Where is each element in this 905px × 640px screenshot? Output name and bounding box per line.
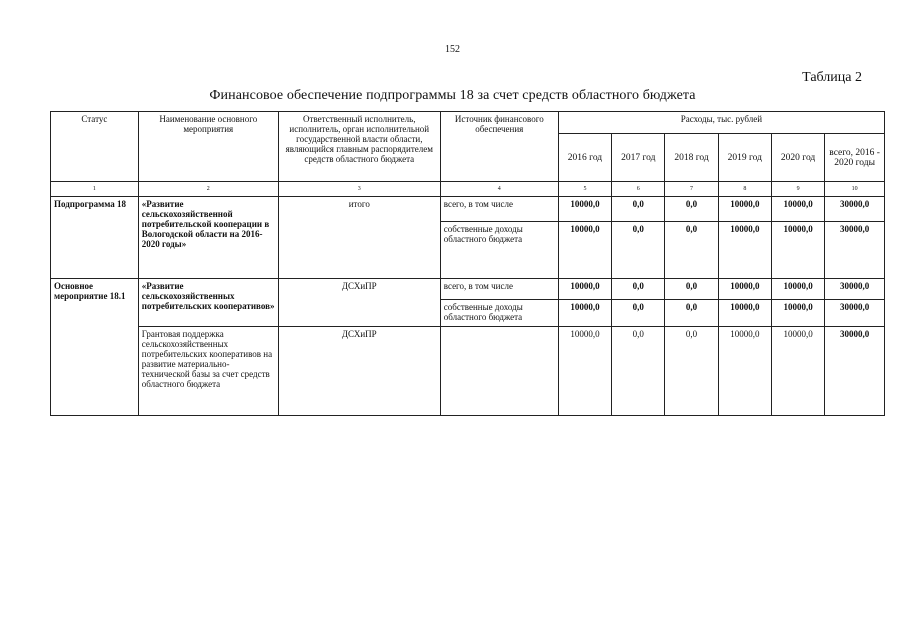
cell-2017: 0,0 <box>612 279 665 300</box>
cell-2020: 10000,0 <box>771 222 824 279</box>
row-source: всего, в том числе <box>440 197 558 222</box>
cell-2018: 0,0 <box>665 327 718 416</box>
cell-total: 30000,0 <box>825 279 885 300</box>
column-number: 7 <box>665 182 718 197</box>
header-source: Источник финансового обеспечения <box>440 112 558 182</box>
cell-2018: 0,0 <box>665 197 718 222</box>
column-number: 2 <box>138 182 278 197</box>
cell-2017: 0,0 <box>612 222 665 279</box>
row-source: всего, в том числе <box>440 279 558 300</box>
row-name: «Развитие сельскохозяйственной потребительской кооперации в Вологодской области на 2016-2020 годы» <box>138 197 278 279</box>
cell-2018: 0,0 <box>665 300 718 327</box>
cell-2020: 10000,0 <box>771 327 824 416</box>
header-year-total: всего, 2016 - 2020 годы <box>825 134 885 182</box>
row-status: Основное мероприятие 18.1 <box>51 279 139 416</box>
column-number: 6 <box>612 182 665 197</box>
budget-table <box>50 111 885 416</box>
cell-2016: 10000,0 <box>558 222 611 279</box>
cell-2016: 10000,0 <box>558 300 611 327</box>
cell-2017: 0,0 <box>612 327 665 416</box>
header-year-2016: 2016 год <box>558 134 611 182</box>
cell-2019: 10000,0 <box>718 327 771 416</box>
page-title: Финансовое обеспечение подпрограммы 18 за счет средств областного бюджета <box>209 88 696 103</box>
row-name: Грантовая поддержка сельскохозяйственных потребительских кооперативов на развитие материально-технической базы за счет средств областного бюджета <box>138 327 278 416</box>
cell-2018: 0,0 <box>665 279 718 300</box>
cell-2018: 0,0 <box>665 222 718 279</box>
cell-2019: 10000,0 <box>718 300 771 327</box>
cell-total: 30000,0 <box>825 197 885 222</box>
cell-2017: 0,0 <box>612 300 665 327</box>
cell-2019: 10000,0 <box>718 279 771 300</box>
table-row <box>51 197 885 222</box>
page-number: 152 <box>445 44 460 55</box>
row-source-empty <box>440 327 558 416</box>
column-number: 3 <box>278 182 440 197</box>
cell-total: 30000,0 <box>825 327 885 416</box>
row-source: собственные доходы областного бюджета <box>440 300 558 327</box>
column-number: 5 <box>558 182 611 197</box>
cell-2016: 10000,0 <box>558 197 611 222</box>
cell-total: 30000,0 <box>825 222 885 279</box>
row-executor: ДСХиПР <box>278 279 440 327</box>
column-number: 4 <box>440 182 558 197</box>
cell-2020: 10000,0 <box>771 300 824 327</box>
cell-2016: 10000,0 <box>558 279 611 300</box>
cell-2016: 10000,0 <box>558 327 611 416</box>
column-number: 8 <box>718 182 771 197</box>
header-year-2018: 2018 год <box>665 134 718 182</box>
table-label: Таблица 2 <box>802 70 862 85</box>
table-row <box>51 327 885 416</box>
header-year-2020: 2020 год <box>771 134 824 182</box>
header-executor: Ответственный исполнитель, исполнитель, орган исполнительной государственной власти области, являющийся главным распорядителем средств областного бюджета <box>278 112 440 182</box>
header-year-2017: 2017 год <box>612 134 665 182</box>
header-status: Статус <box>51 112 139 182</box>
row-status: Подпрограмма 18 <box>51 197 139 279</box>
column-number: 1 <box>51 182 139 197</box>
cell-2020: 10000,0 <box>771 279 824 300</box>
row-executor: итого <box>278 197 440 279</box>
cell-2019: 10000,0 <box>718 222 771 279</box>
header-year-2019: 2019 год <box>718 134 771 182</box>
cell-2020: 10000,0 <box>771 197 824 222</box>
column-number: 10 <box>825 182 885 197</box>
column-number: 9 <box>771 182 824 197</box>
header-name: Наименование основного мероприятия <box>138 112 278 182</box>
row-name: «Развитие сельскохозяйственных потребительских кооперативов» <box>138 279 278 327</box>
column-number-row <box>51 182 885 197</box>
table-row <box>51 279 885 300</box>
cell-2019: 10000,0 <box>718 197 771 222</box>
cell-total: 30000,0 <box>825 300 885 327</box>
row-source: собственные доходы областного бюджета <box>440 222 558 279</box>
cell-2017: 0,0 <box>612 197 665 222</box>
row-executor: ДСХиПР <box>278 327 440 416</box>
header-expenses: Расходы, тыс. рублей <box>558 112 884 134</box>
